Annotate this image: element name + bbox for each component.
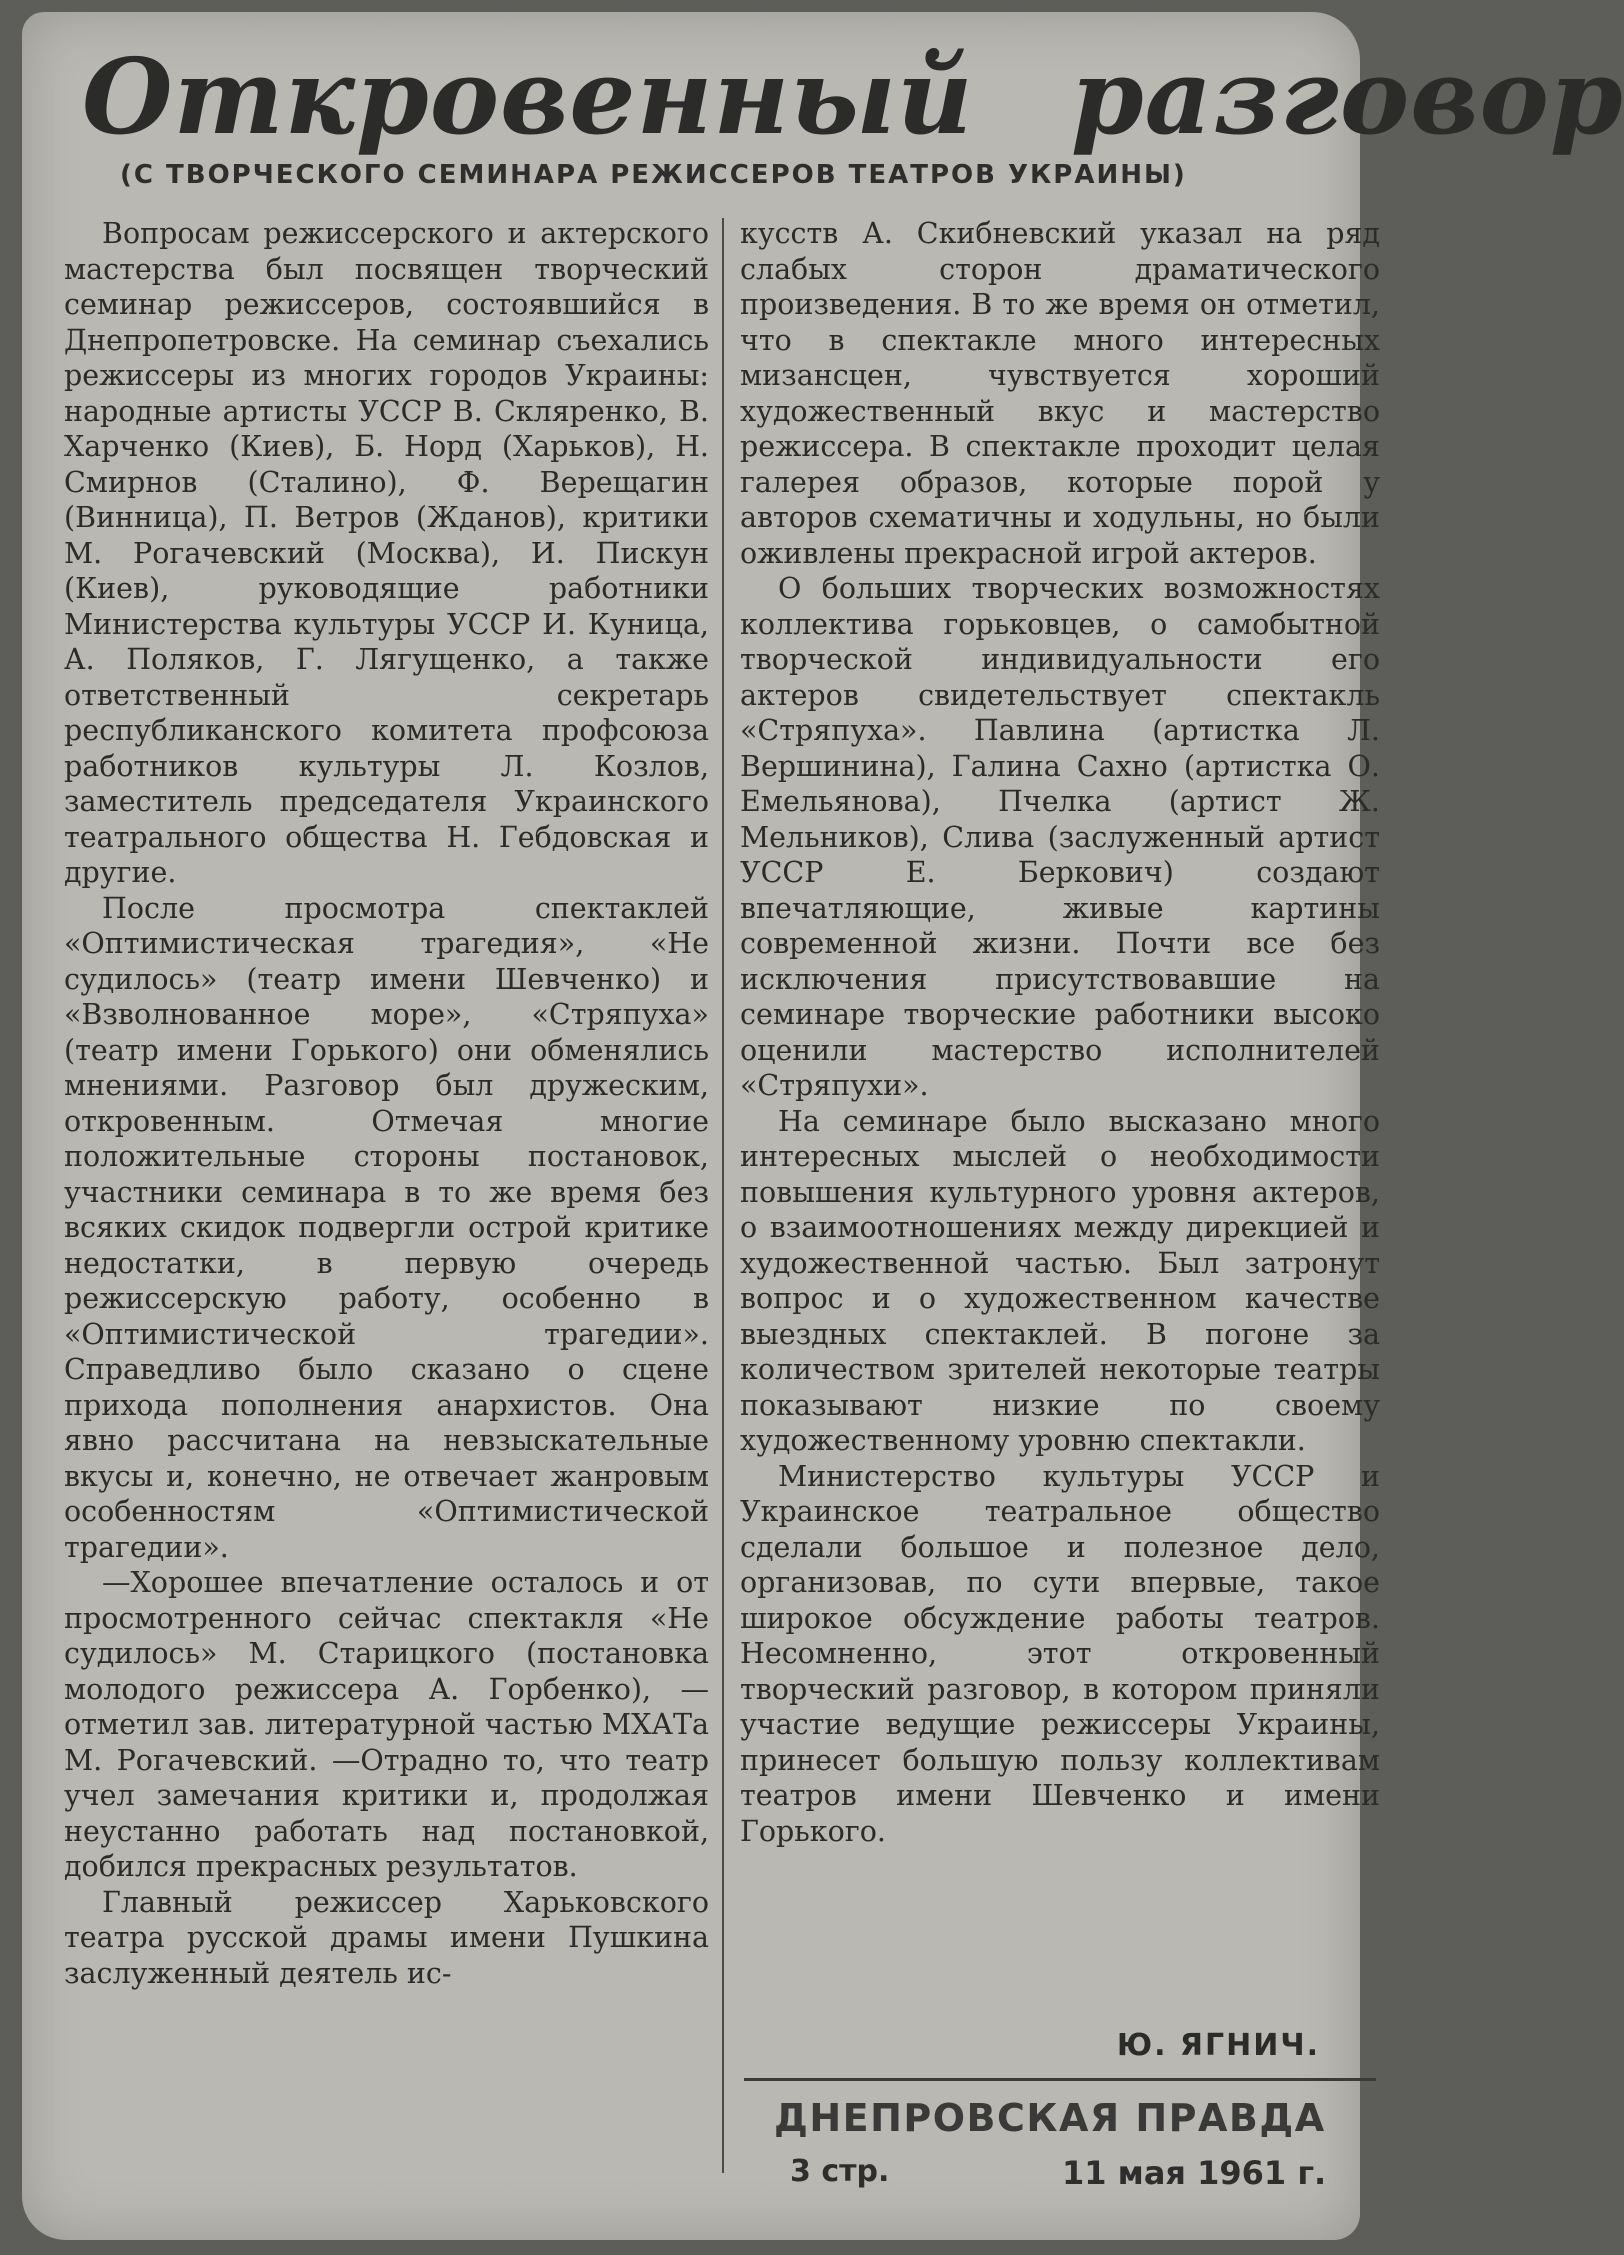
article-paragraph: —Хорошее впечатление осталось и от просмотренного сейчас спектакля «Не судилось» М. Старицкого (постановка молодого режиссера А. Горбенко), — отметил зав. литературной частью МХАТа М. Рогачевский. —Отрадно то, что театр учел замечания критики и, продолжая неустанно работать над постановкой, добился прекрасных результатов. bbox=[64, 1566, 709, 1883]
article-paragraph: Министерство культуры УССР и Украинское театральное общество сделали большое и полезное дело, организовав, по сути впервые, такое широкое обсуждение работы театров. Несомненно, этот откровенный творческий разговор, в котором приняли участие ведущие режиссеры Украины, принесет большую пользу коллективам театров имени Шевченко и имени Горького. bbox=[740, 1459, 1380, 1848]
newspaper-name: ДНЕПРОВСКАЯ ПРАВДА bbox=[774, 2096, 1326, 2140]
newspaper-page: 3 стр. bbox=[790, 2154, 890, 2189]
article-paragraph: кусств А. Скибневский указал на ряд слабых сторон драматического произведения. В то же время он отметил, что в спектакле много интересных мизансцен, чувствуется хороший художественный вкус и мастерство режиссера. В спектакле проходит целая галерея образов, которые порой у авторов схематичны и ходульны, но были оживлены прекрасной игрой актеров. bbox=[740, 217, 1380, 570]
article-subtitle: (С ТВОРЧЕСКОГО СЕМИНАРА РЕЖИССЕРОВ ТЕАТРОВ УКРАИНЫ) bbox=[120, 160, 1187, 190]
newspaper-date: 11 мая 1961 г. bbox=[1062, 2154, 1327, 2192]
article-paragraph: На семинаре было высказано много интересных мыслей о необходимости повышения культурного уровня актеров, о взаимоотношениях между дирекцией и художественной частью. Был затронут вопрос и о художественном качестве выездных спектаклей. В погоне за количеством зрителей некоторые театры показывают низкие по своему художественному уровню спектакли. bbox=[740, 1104, 1380, 1457]
author-signature: Ю. ЯГНИЧ. bbox=[1116, 2028, 1320, 2063]
article-paragraph: Вопросам режиссерского и актерского мастерства был посвящен творческий семинар режиссеров, состоявшийся в Днепропетровске. На семинар съехались режиссеры из многих городов Украины: народные артисты УССР В. Скляренко, В. Харченко (Киев), Б. Норд (Харьков), Н. Смирнов (Сталино), Ф. Верещагин (Винница), П. Ветров (Жданов), критики М. Рогачевский (Москва), И. Пискун (Киев), руководящие работники Министерства культуры УССР И. Куница, А. Поляков, Г. Лягущенко, а также ответственный секретарь республиканского комитета профсоюза работников культуры Л. Козлов, заместитель председателя Украинского театрального общества Н. Гебдовская и другие. bbox=[64, 217, 709, 889]
source-divider bbox=[744, 2078, 1376, 2081]
newspaper-clipping bbox=[22, 12, 1624, 2240]
article-column-left bbox=[64, 216, 709, 1991]
column-divider bbox=[722, 218, 724, 2173]
article-paragraph: О больших творческих возможностях коллектива горьковцев, о самобытной творческой индивидуальности его актеров свидетельствует спектакль «Стряпуха». Павлина (артистка Л. Вершинина), Галина Сахно (артистка О. Емельянова), Пчелка (артист Ж. Мельников), Слива (заслуженный артист УССР Е. Беркович) создают впечатляющие, живые картины современной жизни. Почти все без исключения присутствовавшие на семинаре творческие работники высоко оценили мастерство исполнителей «Стряпухи». bbox=[740, 572, 1380, 1102]
article-paragraph: Главный режиссер Харьковского театра русской драмы имени Пушкина заслуженный деятель ис- bbox=[64, 1885, 709, 1990]
article-headline: Откровенный разговор bbox=[82, 35, 1624, 158]
article-column-right bbox=[740, 216, 1380, 1849]
article-paragraph: После просмотра спектаклей «Оптимистическая трагедия», «Не судилось» (театр имени Шевченко) и «Взволнованное море», «Стряпуха» (театр имени Горького) они обменялись мнениями. Разговор был дружеским, откровенным. Отмечая многие положительные стороны постановок, участники семинара в то же время без всяких скидок подвергли острой критике недостатки, в первую очередь режиссерскую работу, особенно в «Оптимистической трагедии». Справедливо было сказано о сцене прихода пополнения анархистов. Она явно рассчитана на невзыскательные вкусы и, конечно, не отвечает жанровым особенностям «Оптимистической трагедии». bbox=[64, 891, 709, 1564]
